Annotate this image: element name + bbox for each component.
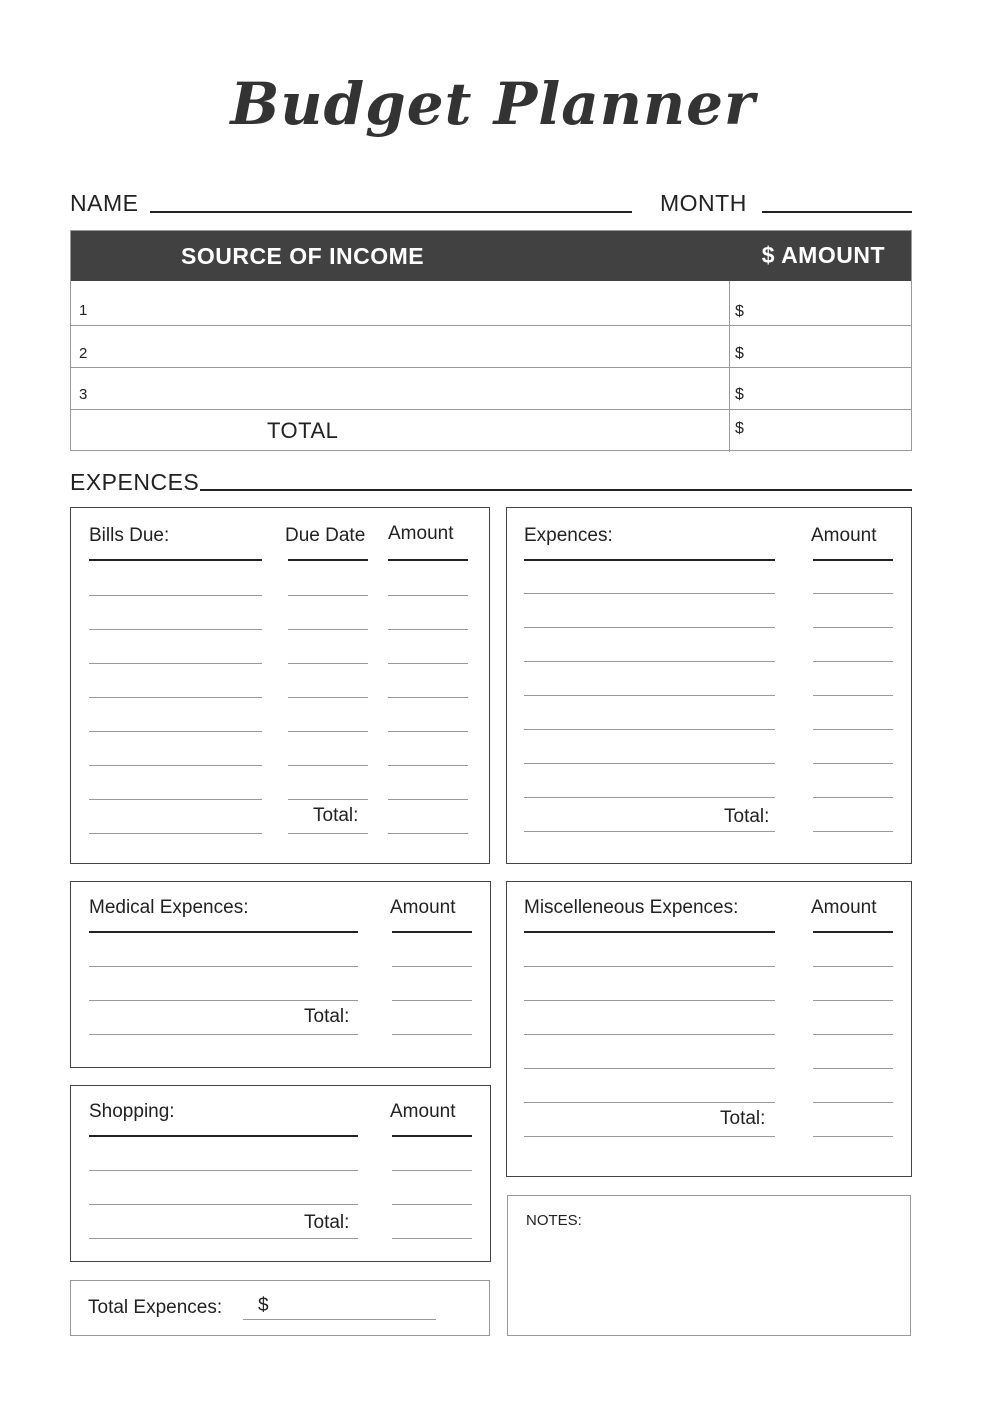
entry-line[interactable]	[813, 1102, 893, 1103]
entry-line[interactable]	[813, 1034, 893, 1035]
entry-line[interactable]	[524, 1136, 775, 1137]
notes-label: NOTES:	[526, 1212, 582, 1229]
expences-total-label: Total:	[724, 806, 770, 827]
entry-line[interactable]	[813, 1000, 893, 1001]
entry-line[interactable]	[388, 663, 468, 664]
expences-heading: EXPENCES	[70, 469, 200, 495]
shopping-total-label: Total:	[304, 1212, 350, 1233]
entry-line[interactable]	[524, 1102, 775, 1103]
entry-line[interactable]	[89, 595, 262, 596]
entry-line[interactable]	[288, 765, 368, 766]
total-expences-field[interactable]	[243, 1319, 436, 1320]
entry-line[interactable]	[813, 831, 893, 832]
entry-line[interactable]	[89, 663, 262, 664]
medical-amount-header: Amount	[390, 897, 456, 918]
income-header	[71, 231, 911, 281]
entry-line[interactable]	[524, 1034, 775, 1035]
entry-line[interactable]	[524, 763, 775, 764]
medical-title: Medical Expences:	[89, 897, 249, 918]
entry-line[interactable]	[89, 629, 262, 630]
expences-title: Expences:	[524, 525, 613, 546]
entry-line[interactable]	[813, 627, 893, 628]
entry-line[interactable]	[288, 799, 368, 800]
income-row-currency: $	[735, 386, 744, 403]
entry-line[interactable]	[813, 966, 893, 967]
expences-amount-header: Amount	[811, 525, 877, 546]
total-expences-label: Total Expences:	[88, 1297, 223, 1318]
entry-line[interactable]	[89, 1238, 358, 1239]
entry-line[interactable]	[388, 833, 468, 834]
entry-line[interactable]	[89, 765, 262, 766]
entry-line[interactable]	[89, 1000, 358, 1001]
due-date-header: Due Date	[285, 525, 366, 546]
header-rule	[813, 559, 893, 561]
entry-line[interactable]	[388, 799, 468, 800]
row-divider	[71, 409, 911, 410]
row-divider	[71, 367, 911, 368]
header-rule	[288, 559, 368, 561]
misc-amount-header: Amount	[811, 897, 877, 918]
entry-line[interactable]	[288, 697, 368, 698]
entry-line[interactable]	[288, 731, 368, 732]
header-rule	[89, 559, 262, 561]
header-rule	[388, 559, 468, 561]
entry-line[interactable]	[89, 966, 358, 967]
entry-line[interactable]	[813, 797, 893, 798]
entry-line[interactable]	[392, 1238, 472, 1239]
bills-amount-header: Amount	[388, 523, 454, 544]
page-title: Budget Planner	[230, 70, 756, 138]
entry-line[interactable]	[524, 695, 775, 696]
header-rule	[89, 1135, 358, 1137]
entry-line[interactable]	[524, 661, 775, 662]
entry-line[interactable]	[288, 595, 368, 596]
entry-line[interactable]	[288, 663, 368, 664]
entry-line[interactable]	[524, 797, 775, 798]
entry-line[interactable]	[813, 661, 893, 662]
entry-line[interactable]	[89, 833, 262, 834]
entry-line[interactable]	[524, 593, 775, 594]
entry-line[interactable]	[89, 1204, 358, 1205]
entry-line[interactable]	[813, 1068, 893, 1069]
month-field[interactable]	[762, 211, 912, 213]
entry-line[interactable]	[388, 765, 468, 766]
shopping-amount-header: Amount	[390, 1101, 456, 1122]
name-label: NAME	[70, 190, 139, 216]
income-row-currency: $	[735, 303, 744, 320]
entry-line[interactable]	[392, 1000, 472, 1001]
entry-line[interactable]	[524, 966, 775, 967]
entry-line[interactable]	[89, 731, 262, 732]
bills-due-title: Bills Due:	[89, 525, 170, 546]
entry-line[interactable]	[388, 731, 468, 732]
entry-line[interactable]	[813, 695, 893, 696]
header-rule	[392, 931, 472, 933]
misc-total-label: Total:	[720, 1108, 766, 1129]
heading-rule	[200, 489, 912, 491]
entry-line[interactable]	[813, 729, 893, 730]
entry-line[interactable]	[392, 1204, 472, 1205]
month-label: MONTH	[660, 190, 747, 216]
income-table	[70, 230, 912, 451]
amount-header: $ AMOUNT	[761, 242, 885, 268]
header-rule	[813, 931, 893, 933]
medical-total-label: Total:	[304, 1006, 350, 1027]
income-row-number: 3	[79, 386, 88, 403]
bills-total-label: Total:	[313, 805, 359, 826]
entry-line[interactable]	[392, 1034, 472, 1035]
shopping-title: Shopping:	[89, 1101, 175, 1122]
entry-line[interactable]	[524, 729, 775, 730]
entry-line[interactable]	[89, 1170, 358, 1171]
income-total-label: TOTAL	[267, 418, 339, 443]
income-row-currency: $	[735, 345, 744, 362]
entry-line[interactable]	[388, 629, 468, 630]
header-rule	[392, 1135, 472, 1137]
entry-line[interactable]	[524, 1068, 775, 1069]
entry-line[interactable]	[388, 697, 468, 698]
misc-expences-box	[506, 881, 912, 1177]
header-rule	[524, 931, 775, 933]
entry-line[interactable]	[813, 593, 893, 594]
entry-line[interactable]	[392, 1170, 472, 1171]
entry-line[interactable]	[524, 831, 775, 832]
entry-line[interactable]	[89, 799, 262, 800]
entry-line[interactable]	[813, 763, 893, 764]
entry-line[interactable]	[288, 833, 368, 834]
entry-line[interactable]	[524, 627, 775, 628]
income-row-number: 1	[79, 302, 88, 319]
income-total-currency: $	[735, 420, 744, 437]
entry-line[interactable]	[288, 629, 368, 630]
row-divider	[71, 325, 911, 326]
entry-line[interactable]	[392, 966, 472, 967]
misc-title: Miscelleneous Expences:	[524, 897, 739, 918]
header-rule	[89, 931, 358, 933]
entry-line[interactable]	[813, 1136, 893, 1137]
header-rule	[524, 559, 775, 561]
entry-line[interactable]	[89, 1034, 358, 1035]
income-row-number: 2	[79, 345, 88, 362]
source-of-income-header: SOURCE OF INCOME	[181, 243, 425, 269]
total-expences-currency: $	[258, 1295, 269, 1316]
name-field[interactable]	[150, 211, 632, 213]
entry-line[interactable]	[388, 595, 468, 596]
entry-line[interactable]	[89, 697, 262, 698]
entry-line[interactable]	[524, 1000, 775, 1001]
